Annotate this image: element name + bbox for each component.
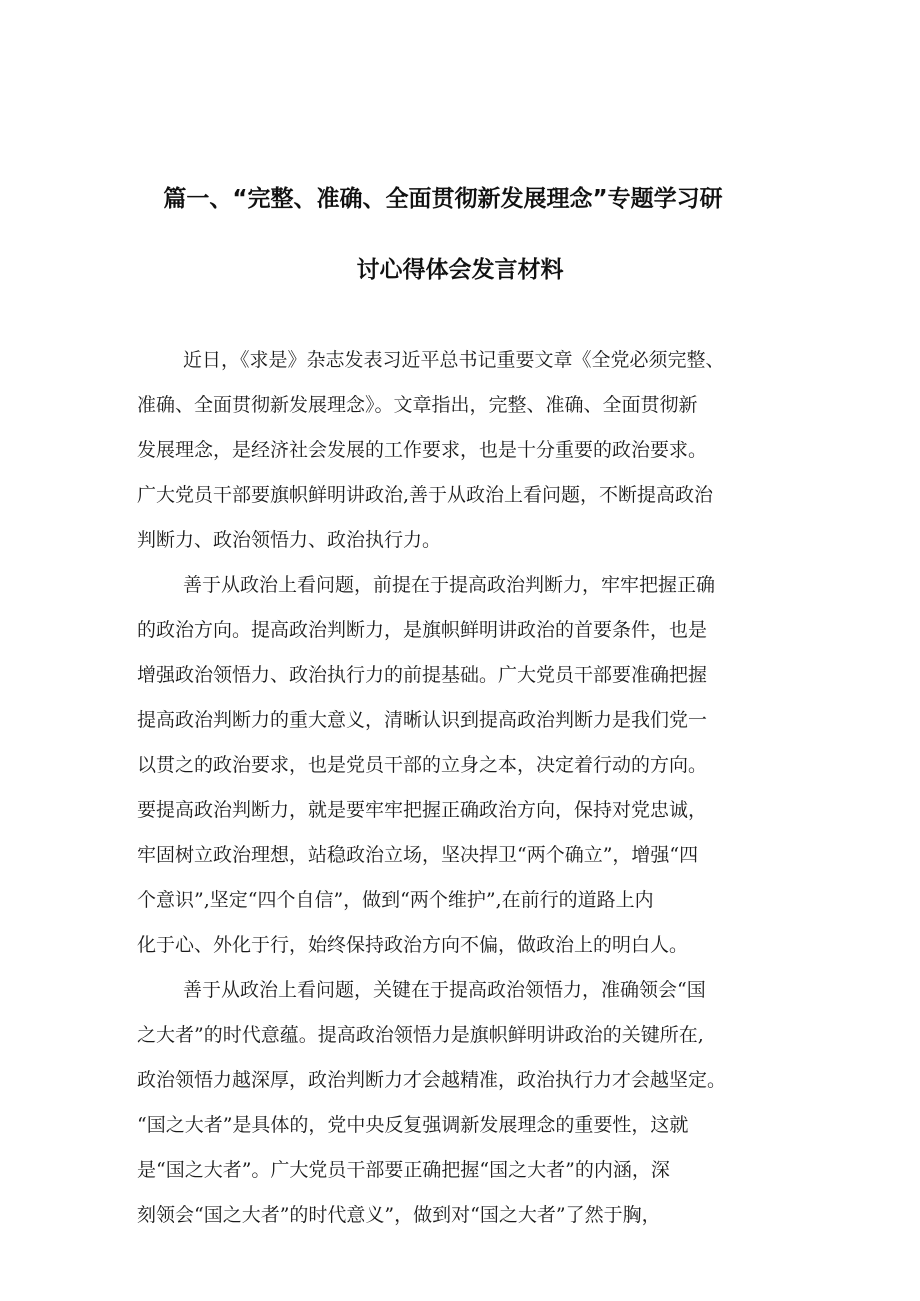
- paragraph-line: 广大党员干部要旗帜鲜明讲政治,善于从政治上看问题，不断提高政治: [137, 484, 714, 506]
- paragraph-line: 刻领会“国之大者”的时代意义”，做到对“国之大者”了然于胸，: [137, 1204, 661, 1226]
- document-title-line-1: 篇一、“完整、准确、全面贯彻新发展理念”专题学习研: [163, 186, 723, 212]
- paragraph-line: 近日，《求是》杂志发表习近平总书记重要文章《全党必须完整、: [183, 349, 725, 371]
- paragraph-line: 准确、全面贯彻新发展理念》。文章指出，完整、准确、全面贯彻新: [137, 394, 698, 416]
- paragraph-line: 是“国之大者”。广大党员干部要正确把握“国之大者”的内涵，深: [137, 1159, 670, 1181]
- paragraph-line: 以贯之的政治要求，也是党员干部的立身之本，决定着行动的方向。: [137, 754, 708, 776]
- paragraph-line: 判断力、政治领悟力、政治执行力。: [137, 529, 442, 551]
- paragraph-line: 善于从政治上看问题，关键在于提高政治领悟力，准确领会“国: [183, 979, 706, 1001]
- paragraph-line: 之大者”的时代意蕴。提高政治领悟力是旗帜鲜明讲政治的关键所在,: [137, 1024, 704, 1046]
- paragraph-line: 发展理念，是经济社会发展的工作要求，也是十分重要的政治要求。: [137, 439, 708, 461]
- paragraph-line: 化于心、外化于行，始终保持政治方向不偏，做政治上的明白人。: [137, 934, 689, 956]
- paragraph-line: 增强政治领悟力、政治执行力的前提基础。广大党员干部要准确把握: [137, 664, 708, 686]
- paragraph-line: 个意识”,坚定“四个自信”，做到“两个维护”,在前行的道路上内: [137, 889, 654, 911]
- document-title-line-2: 讨心得体会发言材料: [356, 257, 564, 283]
- paragraph-line: 善于从政治上看问题，前提在于提高政治判断力，牢牢把握正确: [183, 574, 716, 596]
- paragraph-line: “国之大者”是具体的，党中央反复强调新发展理念的重要性，这就: [137, 1114, 689, 1136]
- paragraph-line: 要提高政治判断力，就是要牢牢把握正确政治方向，保持对党忠诚，: [137, 799, 708, 821]
- paragraph-line: 牢固树立政治理想，站稳政治立场，坚决捍卫“两个确立”，增强“四: [137, 844, 699, 866]
- paragraph-line: 提高政治判断力的重大意义，清晰认识到提高政治判断力是我们党一: [137, 709, 708, 731]
- paragraph-line: 的政治方向。提高政治判断力，是旗帜鲜明讲政治的首要条件，也是: [137, 619, 708, 641]
- paragraph-line: 政治领悟力越深厚，政治判断力才会越精准，政治执行力才会越坚定。: [137, 1069, 727, 1091]
